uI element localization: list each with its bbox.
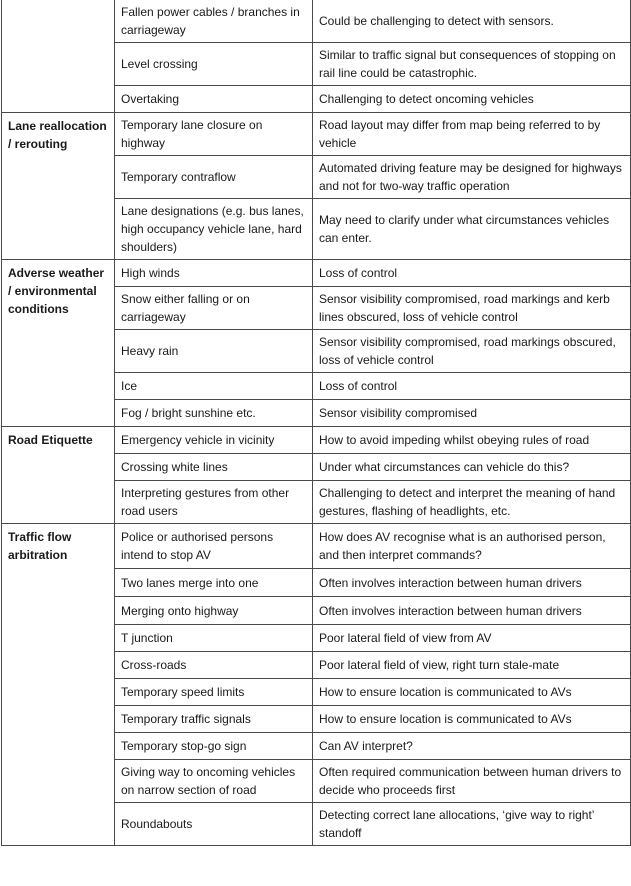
scenario-cell: Police or authorised persons intend to stop AV [115,524,313,569]
table-row [2,0,631,43]
category-cell: Traffic flow arbitration [2,524,115,846]
scenario-cell: Temporary lane closure on highway [115,113,313,156]
challenge-cell: Poor lateral field of view, right turn stale-mate [313,652,631,679]
table-row [2,113,631,156]
challenge-cell: How to avoid impeding whilst obeying rules of road [313,427,631,454]
challenge-cell: Sensor visibility compromised, road markings obscured, loss of vehicle control [313,330,631,373]
scenario-cell: Lane designations (e.g. bus lanes, high occupancy vehicle lane, hard shoulders) [115,199,313,260]
category-cell: Adverse weather / environmental conditions [2,260,115,427]
scenario-cell: Snow either falling or on carriageway [115,287,313,330]
challenge-cell: Often involves interaction between human drivers [313,597,631,625]
challenge-cell: Road layout may differ from map being referred to by vehicle [313,113,631,156]
table-row [2,260,631,287]
scenario-cell: Level crossing [115,43,313,86]
table-row [2,524,631,569]
scenario-cell: Temporary speed limits [115,679,313,706]
challenge-cell: Loss of control [313,373,631,400]
scenario-cell: Cross-roads [115,652,313,679]
scenario-cell: Interpreting gestures from other road users [115,481,313,524]
challenge-cell: Detecting correct lane allocations, ‘give way to right’ standoff [313,803,631,846]
scenario-cell: Temporary traffic signals [115,706,313,733]
scenario-cell: T junction [115,625,313,652]
scenario-cell: Merging onto highway [115,597,313,625]
challenge-cell: Sensor visibility compromised, road markings and kerb lines obscured, loss of vehicle control [313,287,631,330]
scenario-cell: Crossing white lines [115,454,313,481]
challenge-cell: Often required communication between human drivers to decide who proceeds first [313,760,631,803]
challenge-cell: How to ensure location is communicated to AVs [313,706,631,733]
scenario-cell: Ice [115,373,313,400]
scenario-cell: Fog / bright sunshine etc. [115,400,313,427]
scenario-cell: Roundabouts [115,803,313,846]
category-cell: Lane reallocation / rerouting [2,113,115,260]
scenario-cell: Temporary contraflow [115,156,313,199]
scenario-table-body [2,0,631,846]
challenge-cell: Poor lateral field of view from AV [313,625,631,652]
category-cell [2,0,115,113]
scenario-cell: Two lanes merge into one [115,569,313,597]
scenario-cell: Overtaking [115,86,313,113]
scenario-cell: Fallen power cables / branches in carriageway [115,0,313,43]
challenge-cell: Challenging to detect oncoming vehicles [313,86,631,113]
category-cell: Road Etiquette [2,427,115,524]
scenario-cell: High winds [115,260,313,287]
challenge-cell: May need to clarify under what circumstances vehicles can enter. [313,199,631,260]
challenge-cell: Loss of control [313,260,631,287]
scenario-cell: Giving way to oncoming vehicles on narrow section of road [115,760,313,803]
scenario-cell: Heavy rain [115,330,313,373]
challenge-cell: Under what circumstances can vehicle do this? [313,454,631,481]
challenge-cell: Often involves interaction between human drivers [313,569,631,597]
challenge-cell: Similar to traffic signal but consequences of stopping on rail line could be catastrophic. [313,43,631,86]
challenge-cell: How does AV recognise what is an authorised person, and then interpret commands? [313,524,631,569]
challenge-cell: Automated driving feature may be designed for highways and not for two-way traffic operation [313,156,631,199]
challenge-cell: Challenging to detect and interpret the meaning of hand gestures, flashing of headlights, etc. [313,481,631,524]
scenario-cell: Emergency vehicle in vicinity [115,427,313,454]
challenge-cell: Could be challenging to detect with sensors. [313,0,631,43]
challenge-cell: How to ensure location is communicated to AVs [313,679,631,706]
table-row [2,427,631,454]
challenge-cell: Sensor visibility compromised [313,400,631,427]
challenge-cell: Can AV interpret? [313,733,631,760]
scenario-table [1,0,631,846]
scenario-cell: Temporary stop-go sign [115,733,313,760]
